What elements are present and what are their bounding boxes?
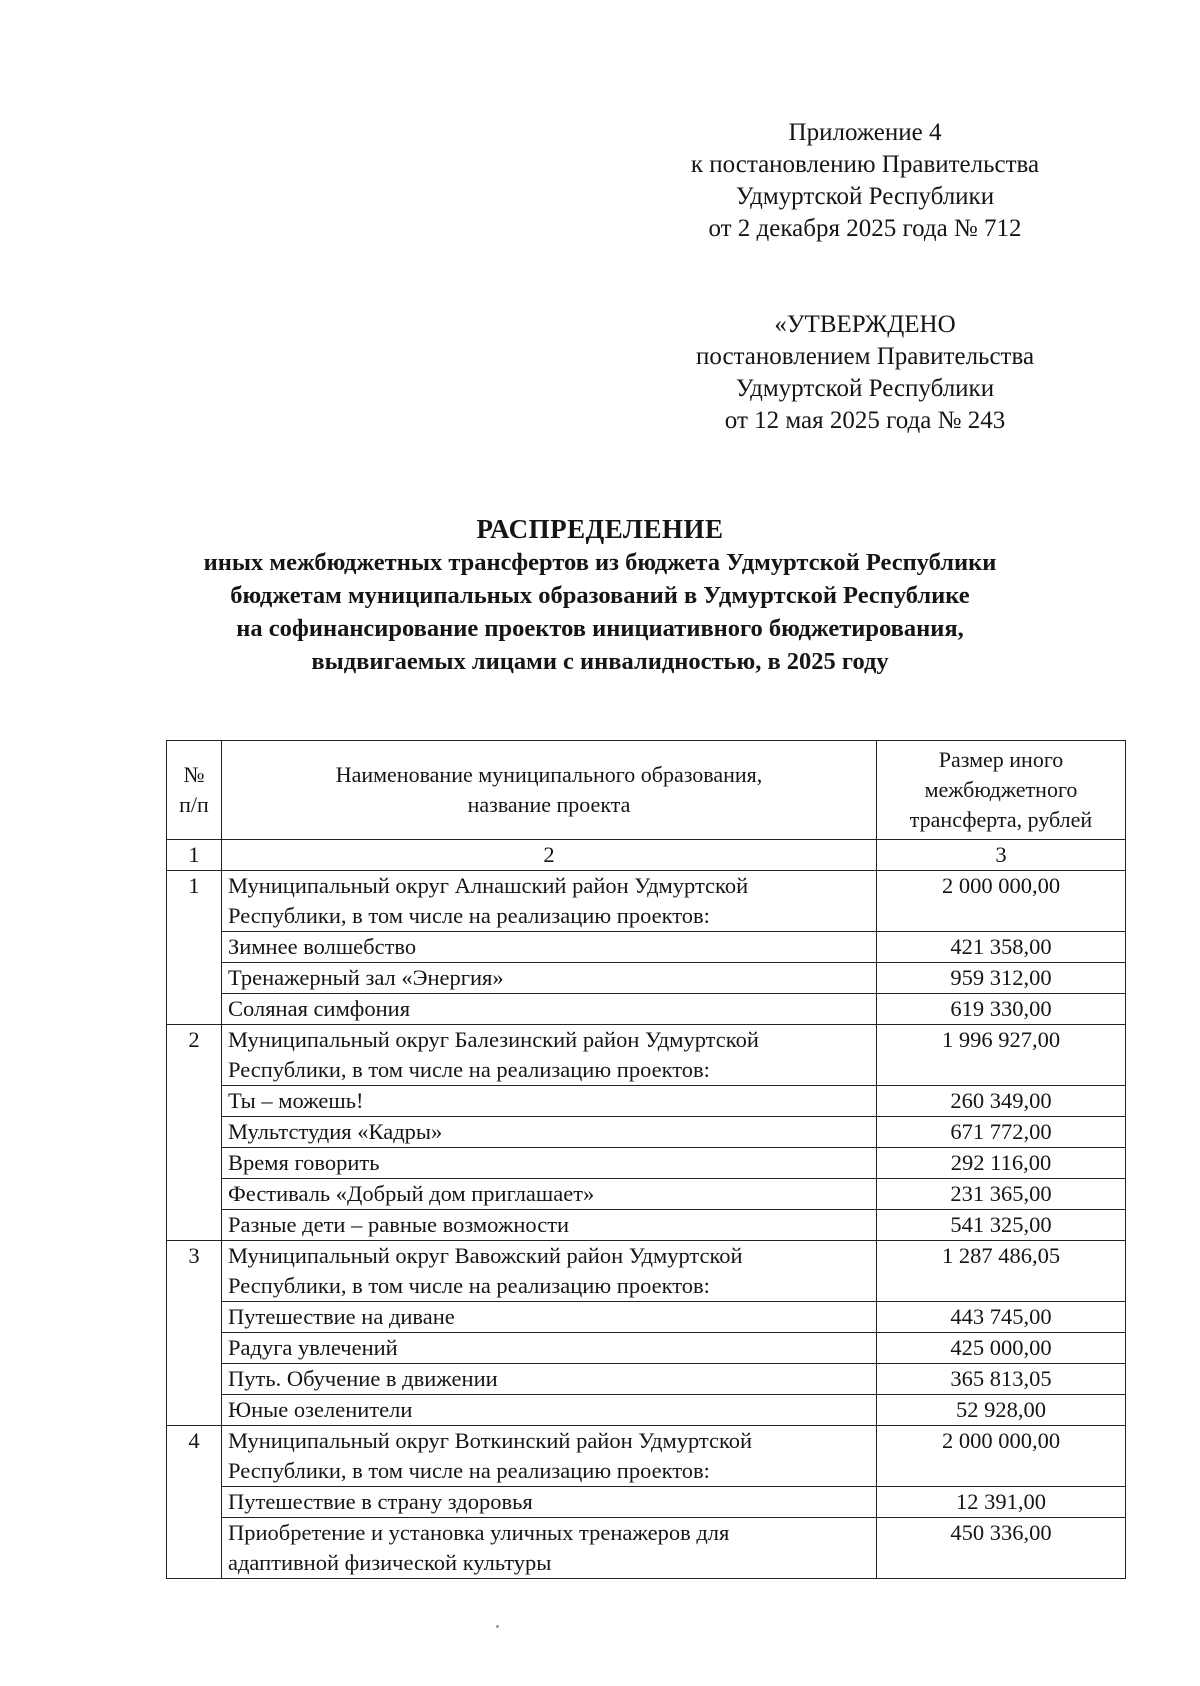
municipality-name [222, 1426, 877, 1487]
project-name-line: Соляная симфония [228, 996, 411, 1021]
document-title [110, 512, 1090, 678]
project-name [222, 1210, 877, 1241]
municipality-name-line: Республики, в том числе на реализацию проектов: [228, 1458, 710, 1483]
project-name [222, 963, 877, 994]
municipality-name [222, 1241, 877, 1302]
project-row [167, 1487, 1126, 1518]
project-amount: 12 391,00 [877, 1487, 1126, 1518]
project-amount: 425 000,00 [877, 1333, 1126, 1364]
project-row [167, 1518, 1126, 1579]
title-main: РАСПРЕДЕЛЕНИЕ [476, 514, 724, 544]
project-name [222, 994, 877, 1025]
annex-title: Приложение 4 [788, 119, 942, 146]
project-row [167, 1302, 1126, 1333]
header-name: Наименование муниципального образования, название проекта [222, 741, 877, 840]
project-row [167, 1179, 1126, 1210]
project-amount: 619 330,00 [877, 994, 1126, 1025]
project-name [222, 1148, 877, 1179]
project-name-line: Приобретение и установка уличных тренажеров для [228, 1520, 730, 1545]
municipality-row [167, 1426, 1126, 1487]
approval-republic: Удмуртской Республики [735, 375, 995, 402]
project-amount: 443 745,00 [877, 1302, 1126, 1333]
table-body [167, 840, 1126, 1579]
project-name-line: Радуга увлечений [228, 1335, 398, 1360]
project-amount: 292 116,00 [877, 1148, 1126, 1179]
project-row [167, 963, 1126, 994]
project-row [167, 1364, 1126, 1395]
project-name-line: Тренажерный зал «Энергия» [228, 965, 504, 990]
project-name-line: адаптивной физической культуры [228, 1550, 552, 1575]
project-name [222, 932, 877, 963]
table-header-row [167, 741, 1126, 840]
row-number: 3 [167, 1241, 222, 1426]
title-line-2: бюджетам муниципальных образований в Удмуртской Республике [230, 582, 970, 609]
project-name-line: Время говорить [228, 1150, 380, 1175]
project-name [222, 1395, 877, 1426]
project-row [167, 1148, 1126, 1179]
project-row [167, 932, 1126, 963]
project-name-line: Путь. Обучение в движении [228, 1366, 498, 1391]
row-number: 4 [167, 1426, 222, 1579]
project-name-line: Фестиваль «Добрый дом приглашает» [228, 1181, 595, 1206]
annex-date: от 2 декабря 2025 года № 712 [708, 215, 1022, 242]
municipality-name-line: Муниципальный округ Вавожский район Удмуртской [228, 1243, 743, 1268]
project-name-line: Путешествие на диване [228, 1304, 455, 1329]
project-row [167, 1210, 1126, 1241]
municipality-row [167, 1025, 1126, 1086]
row-number: 2 [167, 1025, 222, 1241]
municipality-name-line: Муниципальный округ Алнашский район Удмуртской [228, 873, 749, 898]
project-name-line: Юные озеленители [228, 1397, 413, 1422]
municipality-name-line: Республики, в том числе на реализацию проектов: [228, 1273, 710, 1298]
project-name [222, 1086, 877, 1117]
annex-republic: Удмуртской Республики [735, 183, 995, 210]
row-number: 1 [167, 871, 222, 1025]
project-amount: 52 928,00 [877, 1395, 1126, 1426]
project-name [222, 1518, 877, 1579]
municipality-total: 1 996 927,00 [877, 1025, 1126, 1086]
municipality-total: 2 000 000,00 [877, 1426, 1126, 1487]
annex-reference: к постановлению Правительства [690, 151, 1040, 178]
project-amount: 260 349,00 [877, 1086, 1126, 1117]
project-name-line: Мультстудия «Кадры» [228, 1119, 443, 1144]
project-name-line: Зимнее волшебство [228, 934, 417, 959]
approval-title: «УТВЕРЖДЕНО [774, 311, 956, 338]
distribution-table [166, 740, 1126, 1579]
project-amount: 959 312,00 [877, 963, 1126, 994]
project-amount: 450 336,00 [877, 1518, 1126, 1579]
header-number: № п/п [167, 741, 222, 840]
project-name [222, 1333, 877, 1364]
project-amount: 231 365,00 [877, 1179, 1126, 1210]
municipality-name [222, 1025, 877, 1086]
project-name [222, 1179, 877, 1210]
column-index-row: 1 2 3 [167, 840, 1126, 871]
project-row [167, 1395, 1126, 1426]
municipality-total: 1 287 486,05 [877, 1241, 1126, 1302]
scan-speck [496, 1625, 499, 1628]
approval-stamp [648, 309, 1082, 437]
municipality-row [167, 1241, 1126, 1302]
project-name [222, 1302, 877, 1333]
municipality-total: 2 000 000,00 [877, 871, 1126, 932]
municipality-name-line: Республики, в том числе на реализацию проектов: [228, 1057, 710, 1082]
project-name [222, 1117, 877, 1148]
municipality-name-line: Муниципальный округ Балезинский район Удмуртской [228, 1027, 759, 1052]
project-name-line: Путешествие в страну здоровья [228, 1489, 533, 1514]
project-row [167, 1333, 1126, 1364]
municipality-name [222, 871, 877, 932]
project-name [222, 1487, 877, 1518]
project-amount: 365 813,05 [877, 1364, 1126, 1395]
municipality-row [167, 871, 1126, 932]
project-name-line: Разные дети – равные возможности [228, 1212, 570, 1237]
title-line-3: на софинансирование проектов инициативного бюджетирования, [236, 615, 964, 642]
header-amount: Размер иного межбюджетного трансферта, рублей [877, 741, 1126, 840]
project-amount: 671 772,00 [877, 1117, 1126, 1148]
annex-header [648, 117, 1082, 245]
project-row [167, 994, 1126, 1025]
project-amount: 421 358,00 [877, 932, 1126, 963]
title-line-1: иных межбюджетных трансфертов из бюджета Удмуртской Республики [203, 549, 997, 576]
project-name [222, 1364, 877, 1395]
project-row [167, 1086, 1126, 1117]
title-line-4: выдвигаемых лицами с инвалидностью, в 2025 году [311, 648, 889, 675]
municipality-name-line: Республики, в том числе на реализацию проектов: [228, 903, 710, 928]
project-row [167, 1117, 1126, 1148]
project-amount: 541 325,00 [877, 1210, 1126, 1241]
municipality-name-line: Муниципальный округ Воткинский район Удмуртской [228, 1428, 753, 1453]
approval-date: от 12 мая 2025 года № 243 [724, 407, 1006, 434]
approval-reference: постановлением Правительства [695, 343, 1035, 370]
project-name-line: Ты – можешь! [228, 1088, 364, 1113]
